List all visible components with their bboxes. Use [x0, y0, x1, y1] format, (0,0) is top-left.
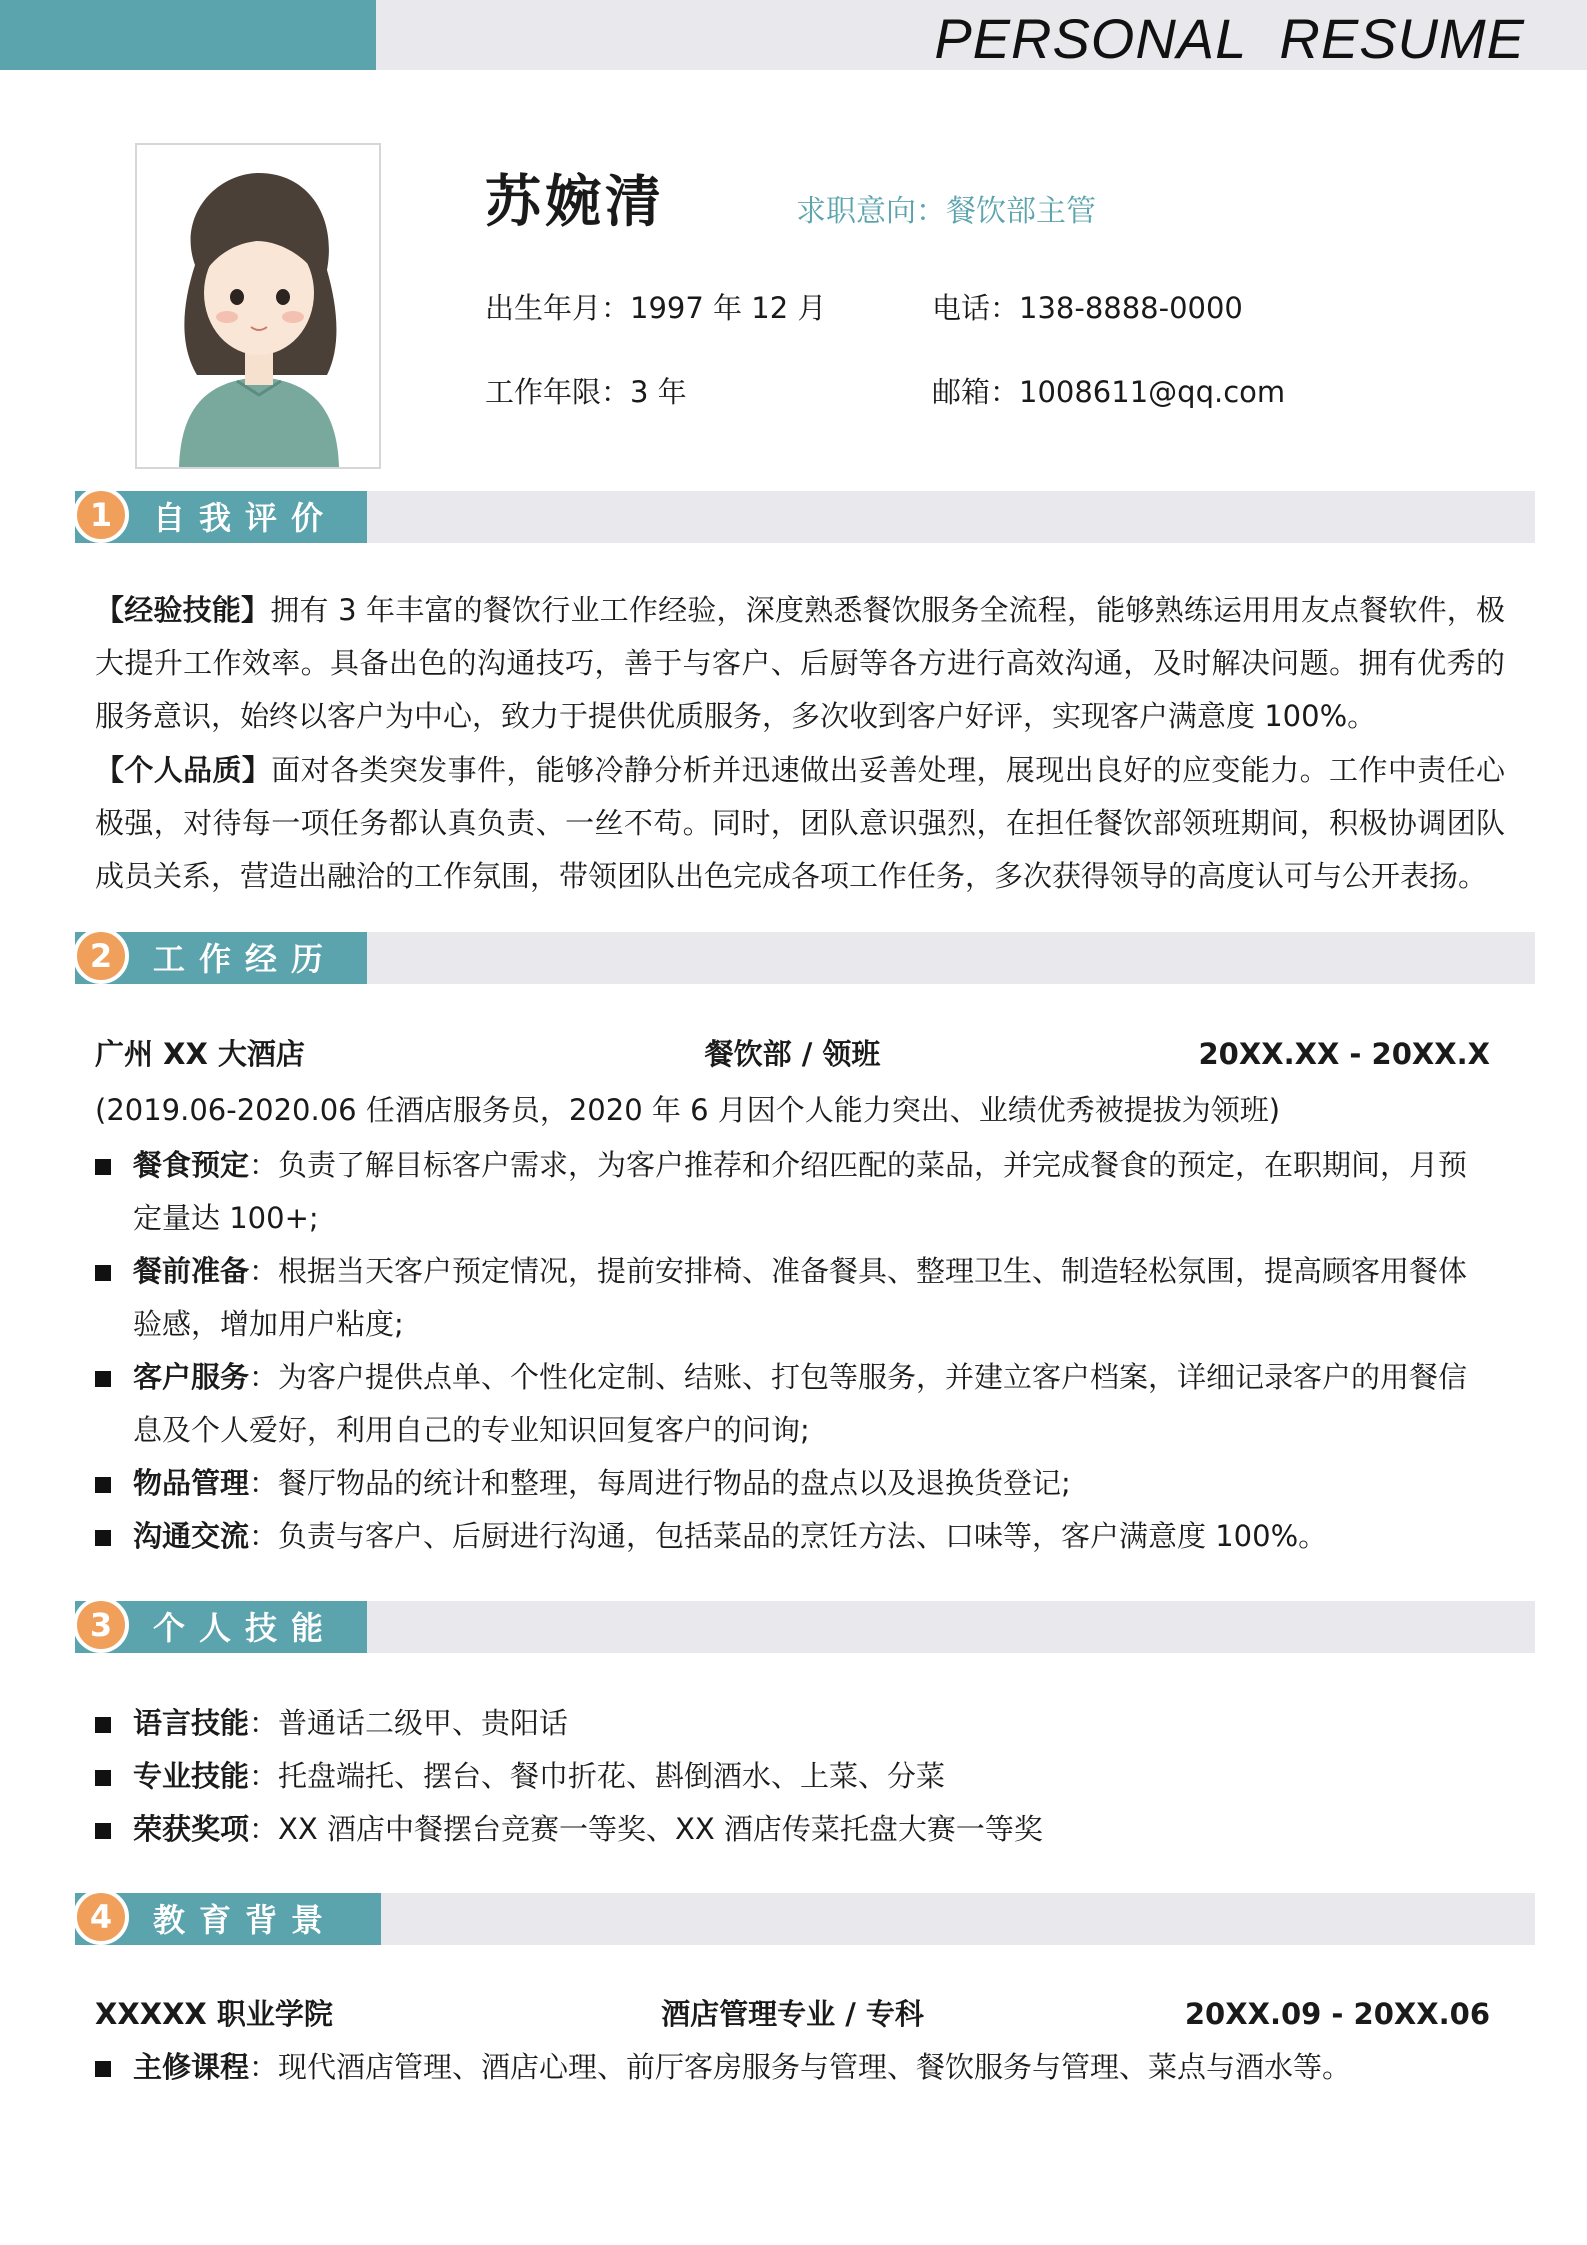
phone: 电话：138-8888-0000 [932, 291, 1243, 325]
list-item: 语言技能：普通话二级甲、贵阳话 [95, 1697, 1490, 1750]
self-eval-paragraph-1 [95, 584, 1505, 743]
work-note: (2019.06-2020.06 任酒店服务员，2020 年 6 月因个人能力突出、业绩优秀被提拔为领班) [95, 1093, 1281, 1127]
list-item: 物品管理：餐厅物品的统计和整理，每周进行物品的盘点以及退换货登记; [95, 1457, 1490, 1510]
candidate-name: 苏婉清 [485, 170, 665, 235]
work-company: 广州 XX 大酒店 [95, 1037, 305, 1071]
section-number-badge: 2 [73, 928, 129, 984]
section-title: 工作经历 [153, 940, 338, 978]
list-item: 餐前准备：根据当天客户预定情况，提前安排椅、准备餐具、整理卫生、制造轻松氛围，提高顾客用餐体验感，增加用户粘度; [95, 1245, 1490, 1351]
education-major: 酒店管理专业 / 专科 [661, 1997, 924, 2031]
section-number-badge: 1 [73, 487, 129, 543]
section-title: 个人技能 [153, 1609, 338, 1647]
self-eval-key-2: 【个人品质】 [95, 753, 272, 787]
bullet-square-icon [95, 1823, 111, 1839]
banner-title: PERSONAL RESUME [934, 7, 1525, 70]
list-item: 主修课程：现代酒店管理、酒店心理、前厅客房服务与管理、餐饮服务与管理、菜点与酒水等。 [95, 2041, 1490, 2094]
avatar [135, 143, 381, 469]
job-intent: 求职意向：餐饮部主管 [796, 194, 1096, 229]
work-position: 餐饮部 / 领班 [704, 1037, 881, 1071]
banner-accent-bar [0, 0, 376, 70]
bullet-square-icon [95, 1265, 111, 1281]
email: 邮箱：1008611@qq.com [932, 375, 1286, 409]
section-header-education [75, 1893, 1535, 1945]
list-item: 专业技能：托盘端托、摆台、餐巾折花、斟倒酒水、上菜、分菜 [95, 1750, 1490, 1803]
education-school: XXXXX 职业学院 [95, 1997, 333, 2031]
section-number-badge: 4 [73, 1889, 129, 1945]
section-title: 自我评价 [153, 499, 338, 537]
section-title: 教育背景 [153, 1901, 338, 1939]
list-item: 客户服务：为客户提供点单、个性化定制、结账、打包等服务，并建立客户档案，详细记录客户的用餐信息及个人爱好，利用自己的专业知识回复客户的问询; [95, 1351, 1490, 1457]
bullet-square-icon [95, 1159, 111, 1175]
self-eval-text-2: 面对各类突发事件，能够冷静分析并迅速做出妥善处理，展现出良好的应变能力。工作中责任心极强，对待每一项任务都认真负责、一丝不苟。同时，团队意识强烈，在担任餐饮部领班期间，积极协调团队成员关系，营造出融洽的工作氛围，带领团队出色完成各项工作任务，多次获得领导的高度认可与公开表扬。 [95, 753, 1505, 893]
bullet-square-icon [95, 1530, 111, 1546]
list-item: 荣获奖项：XX 酒店中餐摆台竞赛一等奖、XX 酒店传菜托盘大赛一等奖 [95, 1803, 1490, 1856]
section-header-skills [75, 1601, 1535, 1653]
list-item: 餐食预定：负责了解目标客户需求，为客户推荐和介绍匹配的菜品，并完成餐食的预定，在职期间，月预定量达 100+; [95, 1139, 1490, 1245]
list-item: 沟通交流：负责与客户、后厨进行沟通，包括菜品的烹饪方法、口味等，客户满意度 100%。 [95, 1510, 1490, 1563]
bullet-square-icon [95, 1717, 111, 1733]
work-period: 20XX.XX - 20XX.X [1198, 1037, 1490, 1071]
bullet-square-icon [95, 2061, 111, 2077]
self-eval-text-1: 拥有 3 年丰富的餐饮行业工作经验，深度熟悉餐饮服务全流程，能够熟练运用用友点餐软件，极大提升工作效率。具备出色的沟通技巧，善于与客户、后厨等各方进行高效沟通，及时解决问题。拥有优秀的服务意识，始终以客户为中心，致力于提供优质服务，多次收到客户好评，实现客户满意度 100%。 [95, 593, 1505, 733]
section-header-work [75, 932, 1535, 984]
education-period: 20XX.09 - 20XX.06 [1184, 1997, 1490, 2031]
work-header-row [95, 1034, 1490, 1074]
section-number-badge: 3 [73, 1597, 129, 1653]
bullet-square-icon [95, 1371, 111, 1387]
work-years: 工作年限：3 年 [485, 375, 687, 409]
avatar-illustration-icon [137, 145, 379, 467]
self-eval-key-1: 【经验技能】 [95, 593, 271, 627]
self-eval-paragraph-2 [95, 744, 1505, 903]
education-header-row [95, 1994, 1490, 2034]
bullet-square-icon [95, 1477, 111, 1493]
birth-date: 出生年月：1997 年 12 月 [485, 291, 827, 325]
section-header-self-eval [75, 491, 1535, 543]
bullet-square-icon [95, 1770, 111, 1786]
